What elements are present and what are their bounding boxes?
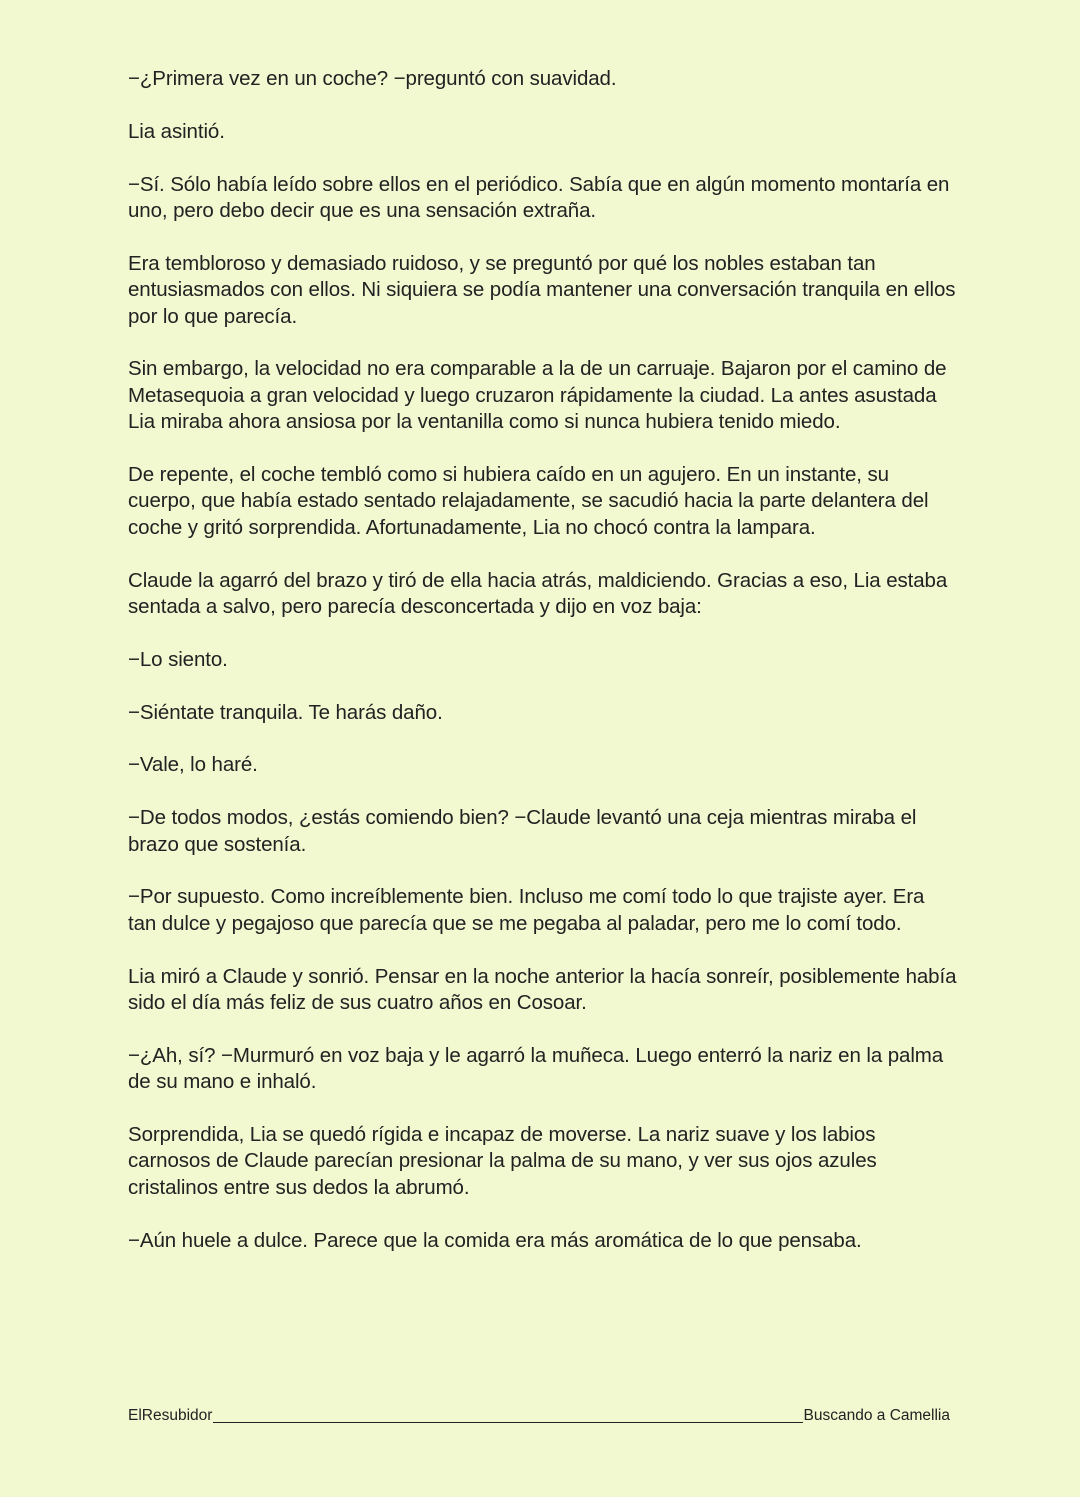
page-footer [128, 1405, 950, 1427]
paragraph: −Por supuesto. Como increíblemente bien. Incluso me comí todo lo que trajiste ayer. Era tan dulce y pegajoso que parecía que se me pegaba al paladar, pero me lo comí todo. [128, 885, 925, 935]
document-body [128, 66, 958, 1280]
paragraph: −¿Primera vez en un coche? −preguntó con suavidad. [128, 67, 617, 90]
paragraph: Lia asintió. [128, 119, 225, 143]
paragraph: −Lo siento. [128, 647, 228, 671]
footer-rule [213, 1422, 802, 1423]
paragraph: Lia miró a Claude y sonrió. Pensar en la noche anterior la hacía sonreír, posiblemente había sido el día más feliz de sus cuatro años en Cosoar. [128, 964, 957, 1015]
paragraph: Claude la agarró del brazo y tiró de ella hacia atrás, maldiciendo. Gracias a eso, Lia estaba sentada a salvo, pero parecía desconcertada y dijo en voz baja: [128, 568, 948, 619]
paragraph: −Siéntate tranquila. Te harás daño. [128, 700, 443, 724]
paragraph: −Vale, lo haré. [128, 753, 258, 777]
footer-author: ElResubidor [128, 1407, 213, 1424]
paragraph: −Aún huele a dulce. Parece que la comida era más aromática de lo que pensaba. [128, 1228, 862, 1252]
paragraph: De repente, el coche tembló como si hubiera caído en un agujero. En un instante, su cuerpo, que había estado sentado relajadamente, se sacudió hacia la parte delantera del coche y gritó sorprendida. Afortunadamente, Lia no chocó contra la lampara. [128, 463, 929, 539]
paragraph: Sin embargo, la velocidad no era comparable a la de un carruaje. Bajaron por el camino de Metasequoia a gran velocidad y luego cruzaron rápidamente la ciudad. La antes asustada Lia miraba ahora ansiosa por la ventanilla como si nunca hubiera tenido miedo. [128, 357, 947, 434]
paragraph: Sorprendida, Lia se quedó rígida e incapaz de moverse. La nariz suave y los labios carnosos de Claude parecían presionar la palma de su mano, y ver sus ojos azules cristalinos entre sus dedos la abrumó. [128, 1123, 877, 1199]
paragraph: −¿Ah, sí? −Murmuró en voz baja y le agarró la muñeca. Luego enterró la nariz en la palma de su mano e inhaló. [128, 1043, 944, 1094]
footer-title: Buscando a Camellia [803, 1407, 950, 1424]
paragraph: Era tembloroso y demasiado ruidoso, y se preguntó por qué los nobles estaban tan entusiasmados con ellos. Ni siquiera se podía mantener una conversación tranquila en ellos por lo que parecía. [128, 251, 956, 328]
paragraph: −De todos modos, ¿estás comiendo bien? −Claude levantó una ceja mientras miraba el brazo que sostenía. [128, 806, 917, 856]
paragraph: −Sí. Sólo había leído sobre ellos en el periódico. Sabía que en algún momento montaría en uno, pero debo decir que es una sensación extraña. [128, 172, 950, 222]
